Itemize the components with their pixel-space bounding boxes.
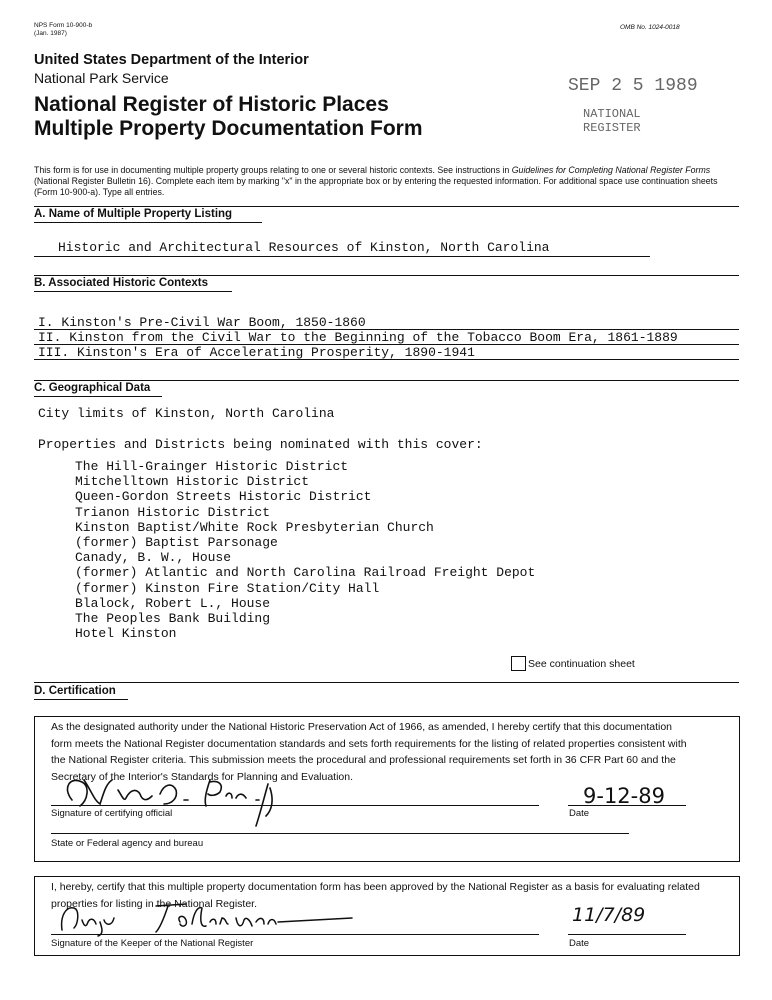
multiple-property-name[interactable]: Historic and Architectural Resources of Kinston, North Carolina [58,240,550,255]
keeper-date-label: Date [569,938,590,949]
historic-context-3[interactable]: III. Kinston's Era of Accelerating Prosperity, 1890-1941 [38,345,475,360]
certifying-date-line [568,805,686,806]
keeper-date-value[interactable]: 11/7/89 [572,904,646,926]
property-item: Blalock, Robert L., House [75,595,271,611]
agency-label: State or Federal agency and bureau [51,838,204,849]
section-c-heading: C. Geographical Data [34,382,151,394]
instructions-guideline-title: Guidelines for Completing National Register Forms [511,165,711,175]
received-stamp-date: SEP 2 5 1989 [568,76,698,96]
property-item: (former) Baptist Parsonage [75,535,278,551]
section-d-heading: D. Certification [34,685,116,697]
section-a-rule [34,206,739,207]
property-item: Hotel Kinston [75,626,177,642]
properties-intro: Properties and Districts being nominated with this cover: [38,437,483,452]
service-name: National Park Service [34,70,169,86]
property-list [75,459,535,641]
continuation-sheet-checkbox[interactable] [511,656,526,671]
property-item: The Peoples Bank Building [75,611,271,627]
certifying-official-signature [60,770,290,828]
historic-context-3-line [34,359,739,360]
received-stamp-line2: REGISTER [583,121,641,135]
property-item: Mitchelltown Historic District [75,474,310,490]
section-c-heading-underline [34,396,162,397]
geographical-area[interactable]: City limits of Kinston, North Carolina [38,406,335,421]
property-item: (former) Atlantic and North Carolina Railroad Freight Depot [75,565,536,581]
section-d-rule [34,682,739,683]
approval-statement: I, hereby, certify that this multiple property documentation form has been approved by the National Register as a basis for evaluating related properties for listing in the National Register. [51,881,700,910]
form-title-line1: National Register of Historic Places [34,93,389,116]
property-item: Queen-Gordon Streets Historic District [75,489,372,505]
section-a-heading: A. Name of Multiple Property Listing [34,208,233,220]
signature-line [51,805,539,806]
form-number: NPS Form 10-900-b [34,22,93,29]
section-c-rule [34,380,739,381]
instructions-text: This form is for use in documenting multiple property groups relating to one or several historic contexts. See instructions in [34,165,512,175]
received-stamp-line1: NATIONAL [583,107,641,121]
section-b-heading-underline [34,291,232,292]
department-name: United States Department of the Interior [34,52,309,68]
historic-context-2[interactable]: II. Kinston from the Civil War to the Beginning of the Tobacco Boom Era, 1861-1889 [38,330,678,345]
certifying-date-label: Date [569,808,590,819]
section-b-heading: B. Associated Historic Contexts [34,277,209,289]
keeper-signature [56,898,356,938]
keeper-signature-line [51,934,539,935]
continuation-sheet-label: See continuation sheet [528,658,635,670]
property-item: Canady, B. W., House [75,550,232,566]
certifying-date-value[interactable]: 9-12-89 [583,784,665,808]
form-date: (Jan. 1987) [34,30,67,37]
section-d-heading-underline [34,699,128,700]
section-b-rule [34,275,739,276]
omb-number: OMB No. 1024-0018 [620,24,680,31]
agency-line [51,833,629,834]
property-item: Kinston Baptist/White Rock Presbyterian Church [75,519,434,535]
keeper-label: Signature of the Keeper of the National Register [51,938,254,949]
property-item: Trianon Historic District [75,504,271,520]
historic-context-1[interactable]: I. Kinston's Pre-Civil War Boom, 1850-1860 [38,315,366,330]
signature-label: Signature of certifying official [51,808,173,819]
section-a-heading-underline [34,222,262,223]
multiple-property-name-line [34,256,650,257]
instructions [34,165,739,198]
keeper-date-line [568,934,686,935]
certification-statement: As the designated authority under the National Historic Preservation Act of 1966, as amended, I hereby certify that this documentation form meets the National Register documentation standards and sets forth requirements for the listing of related properties consistent with the National Register criteria. This submission meets the procedural and professional requirements set forth in 36 CFR Part 60 and the Secretary of the Interior's Standards for Planning and Evaluation. [51,721,687,783]
property-item: (former) Kinston Fire Station/City Hall [75,580,380,596]
property-item: The Hill-Grainger Historic District [75,459,349,474]
form-title-line2: Multiple Property Documentation Form [34,117,423,140]
instructions-text-continued: (National Register Bulletin 16). Complete each item by marking "x" in the appropriate box or by entering the requested information. For additional space use continuation sheets (Form 10-900-a). Type all entries. [34,176,718,197]
